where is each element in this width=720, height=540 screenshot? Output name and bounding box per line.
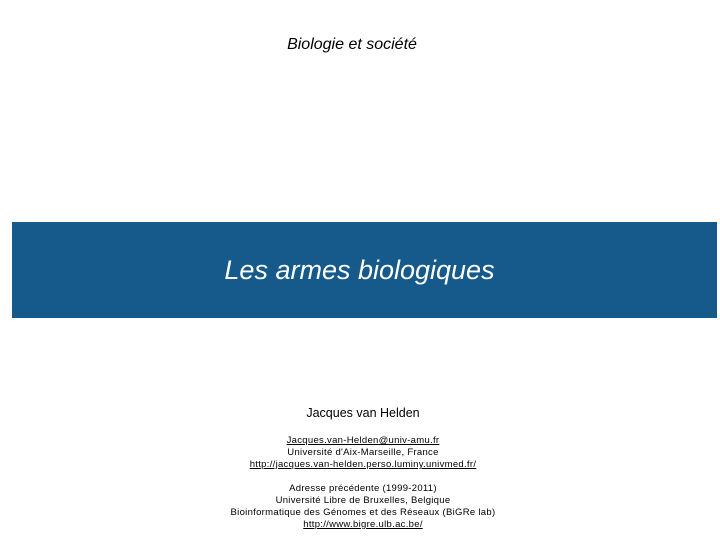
slide-title: Les armes biologiques (224, 254, 495, 285)
title-band (12, 222, 717, 318)
previous-institution: Université Libre de Bruxelles, Belgique (275, 495, 451, 506)
current-affiliation (0, 435, 720, 471)
course-title: Biologie et société (287, 36, 417, 53)
previous-affiliation (0, 483, 720, 531)
previous-lab: Bioinformatique des Génomes et des Réseaux (BiGRe lab) (230, 507, 496, 518)
current-institution: Université d'Aix-Marseille, France (287, 447, 439, 458)
lab-homepage-link[interactable]: http://www.bigre.ulb.ac.be/ (303, 519, 423, 530)
personal-homepage-link[interactable]: http://jacques.van-helden.perso.luminy.univmed.fr/ (249, 459, 477, 470)
email-link[interactable]: Jacques.van-Helden@univ-amu.fr (286, 435, 440, 446)
author-name: Jacques van Helden (306, 406, 420, 420)
previous-address-heading: Adresse précédente (1999-2011) (289, 483, 437, 494)
